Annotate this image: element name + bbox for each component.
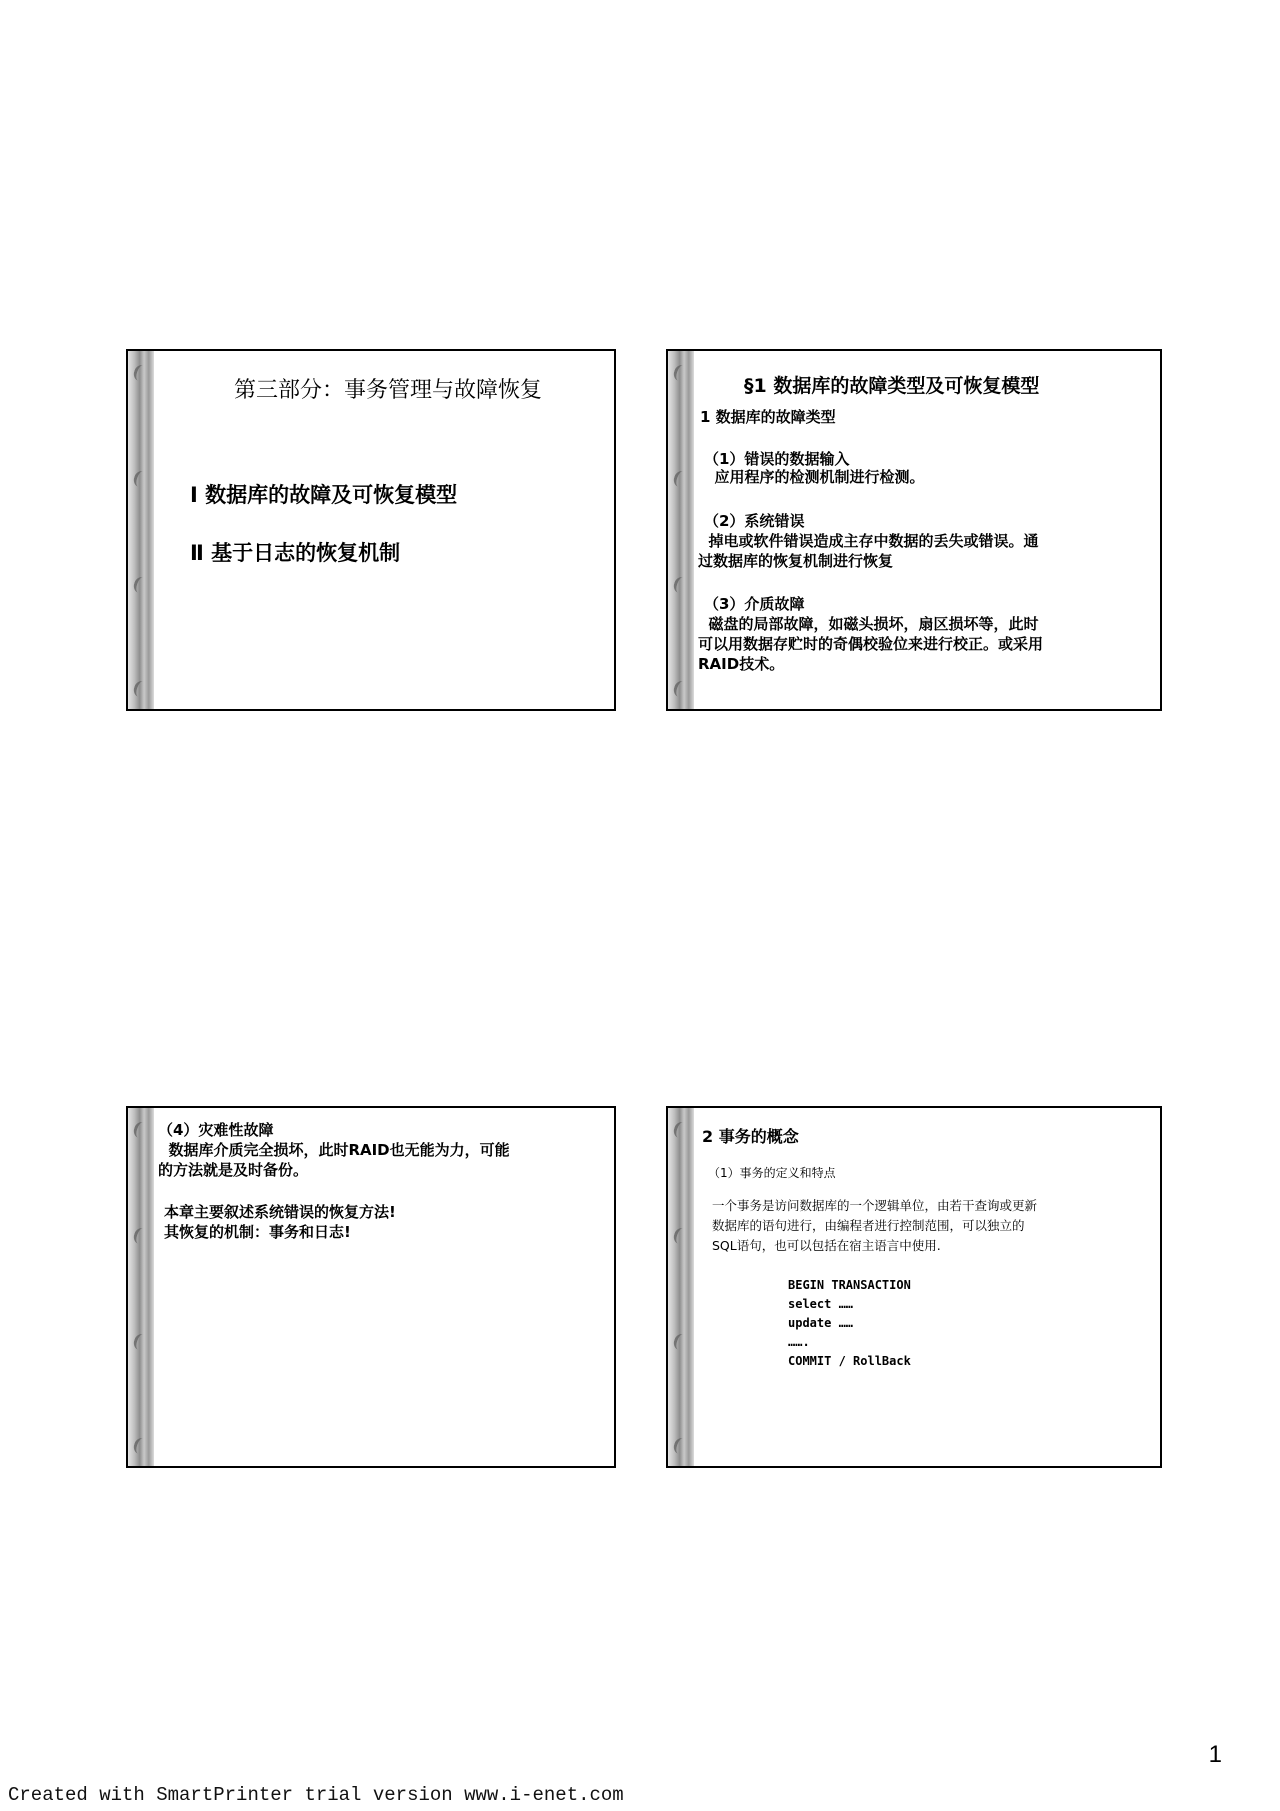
page-number: 1 <box>1208 1741 1222 1768</box>
ring-icon <box>132 1226 149 1245</box>
footer-watermark: Created with SmartPrinter trial version www.i-enet.com <box>8 1784 624 1806</box>
text-line: （1）错误的数据输入 <box>704 450 850 468</box>
ring-icon <box>672 1226 689 1245</box>
text-line: 过数据库的恢复机制进行恢复 <box>698 552 894 570</box>
text-line: （2）系统错误 <box>704 512 805 530</box>
text-line: 数据库的语句进行，由编程者进行控制范围，可以独立的 <box>712 1218 1025 1233</box>
code-line: select …… <box>788 1297 854 1311</box>
ring-icon <box>672 1120 689 1139</box>
text-line: 的方法就是及时备份。 <box>158 1161 309 1179</box>
text-line: （3）介质故障 <box>704 595 805 613</box>
ring-icon <box>132 363 149 382</box>
text-line: 其恢复的机制：事务和日志! <box>164 1223 351 1241</box>
code-line: COMMIT / RollBack <box>788 1354 911 1368</box>
text-line: 数据库介质完全损坏，此时RAID也无能为力，可能 <box>158 1141 510 1159</box>
slide-title: 2 事务的概念 <box>702 1127 799 1146</box>
slide-title: 第三部分：事务管理与故障恢复 <box>234 378 543 403</box>
text-line: 掉电或软件错误造成主存中数据的丢失或错误。通 <box>698 532 1039 550</box>
code-line: BEGIN TRANSACTION <box>788 1278 911 1292</box>
code-line: ……. <box>788 1335 810 1349</box>
text-line: RAID技术。 <box>698 655 785 673</box>
ring-icon <box>132 1332 149 1351</box>
slide-2 <box>666 349 1162 711</box>
text-line: （4）灾难性故障 <box>158 1121 274 1139</box>
ring-icon <box>132 575 149 594</box>
slide-title: §1 数据库的故障类型及可恢复模型 <box>744 375 1040 397</box>
slide-3 <box>126 1106 616 1468</box>
slide-decor-bar <box>668 351 694 709</box>
ring-icon <box>672 1436 689 1455</box>
ring-icon <box>672 1332 689 1351</box>
ring-icon <box>672 363 689 382</box>
text-line: 一个事务是访问数据库的一个逻辑单位，由若干查询或更新 <box>712 1198 1038 1213</box>
slide-1 <box>126 349 616 711</box>
ring-icon <box>132 679 149 698</box>
slide-decor-bar <box>128 1108 154 1466</box>
ring-icon <box>132 469 149 488</box>
text-line: 可以用数据存贮时的奇偶校验位来进行校正。或采用 <box>698 635 1044 653</box>
slide-decor-bar <box>128 351 154 709</box>
text-line: 磁盘的局部故障，如磁头损坏，扇区损坏等，此时 <box>698 615 1039 633</box>
ring-icon <box>672 679 689 698</box>
text-line: 1 数据库的故障类型 <box>700 408 836 426</box>
text-line: 本章主要叙述系统错误的恢复方法! <box>164 1203 396 1221</box>
text-line: 应用程序的检测机制进行检测。 <box>704 468 925 486</box>
slide-list-item: Ⅰ 数据库的故障及可恢复模型 <box>190 483 458 507</box>
code-line: update …… <box>788 1316 854 1330</box>
slide-subtitle: （1）事务的定义和特点 <box>708 1166 836 1180</box>
ring-icon <box>132 1120 149 1139</box>
ring-icon <box>132 1436 149 1455</box>
slide-list-item: Ⅱ 基于日志的恢复机制 <box>190 541 401 565</box>
slide-4 <box>666 1106 1162 1468</box>
text-line: SQL语句，也可以包括在宿主语言中使用. <box>712 1238 941 1253</box>
ring-icon <box>672 575 689 594</box>
ring-icon <box>672 469 689 488</box>
slide-decor-bar <box>668 1108 694 1466</box>
